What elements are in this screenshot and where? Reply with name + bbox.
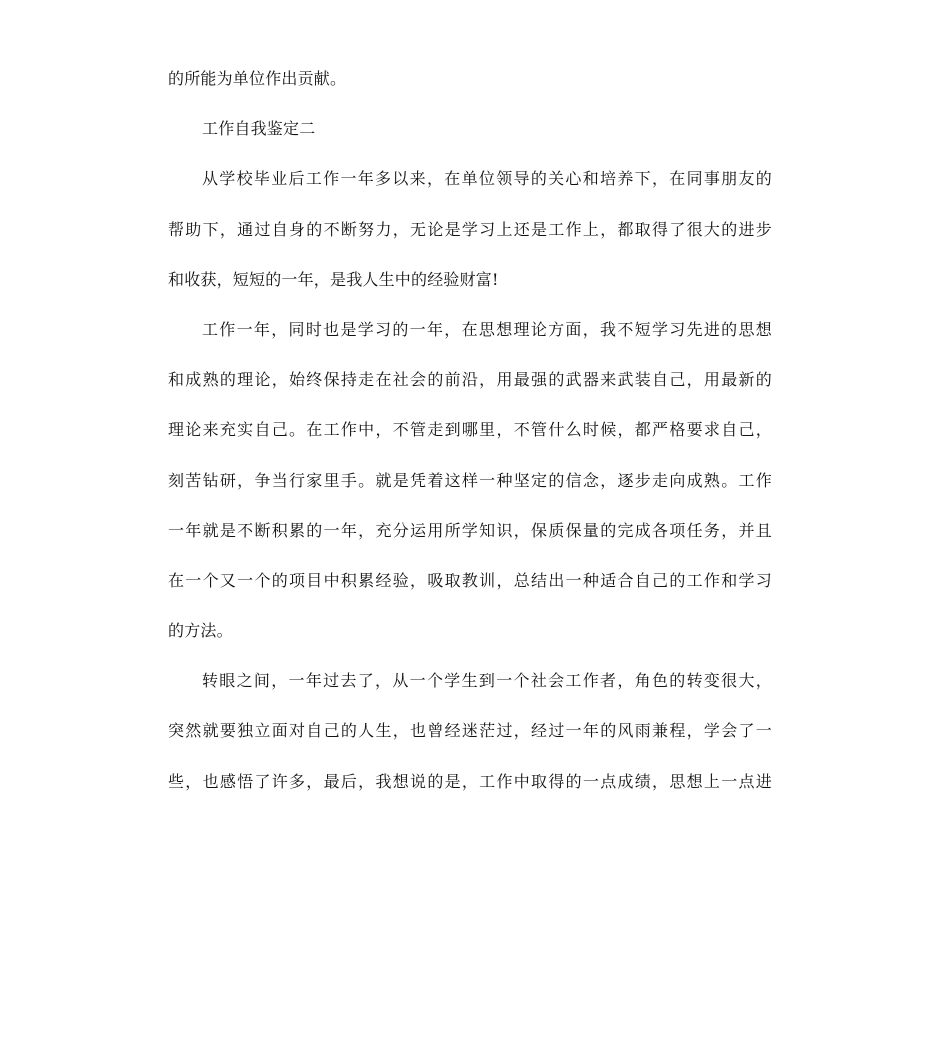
paragraph-line: 从学校毕业后工作一年多以来，在单位领导的关心和培养下，在同事朋友的 bbox=[202, 169, 772, 189]
paragraph-line: 刻苦钻研，争当行家里手。就是凭着这样一种坚定的信念，逐步走向成熟。工作 bbox=[168, 470, 772, 490]
text-line-continuation: 的所能为单位作出贡献。 bbox=[168, 69, 347, 88]
paragraph-line: 转眼之间，一年过去了，从一个学生到一个社会工作者，角色的转变很大， bbox=[202, 671, 772, 691]
paragraph-line: 和成熟的理论，始终保持走在社会的前沿，用最强的武器来武装自己，用最新的 bbox=[168, 370, 772, 390]
paragraph-line: 在一个又一个的项目中积累经验，吸取教训，总结出一种适合自己的工作和学习 bbox=[168, 570, 772, 590]
paragraph-line: 理论来充实自己。在工作中，不管走到哪里，不管什么时候，都严格要求自己， bbox=[168, 420, 772, 440]
document-body bbox=[168, 54, 772, 807]
paragraph-line: 和收获，短短的一年，是我人生中的经验财富! bbox=[168, 269, 499, 289]
section-heading: 工作自我鉴定二 bbox=[202, 119, 316, 139]
paragraph-line: 帮助下，通过自身的不断努力，无论是学习上还是工作上，都取得了很大的进步 bbox=[168, 219, 772, 239]
paragraph-line: 突然就要独立面对自己的人生，也曾经迷茫过，经过一年的风雨兼程，学会了一 bbox=[168, 721, 772, 741]
paragraph-line: 些，也感悟了许多，最后，我想说的是，工作中取得的一点成绩，思想上一点进 bbox=[168, 771, 772, 791]
paragraph-line: 的方法。 bbox=[168, 621, 233, 641]
paragraph-line: 一年就是不断积累的一年，充分运用所学知识，保质保量的完成各项任务，并且 bbox=[168, 520, 772, 540]
paragraph-line: 工作一年，同时也是学习的一年，在思想理论方面，我不短学习先进的思想 bbox=[202, 319, 772, 339]
